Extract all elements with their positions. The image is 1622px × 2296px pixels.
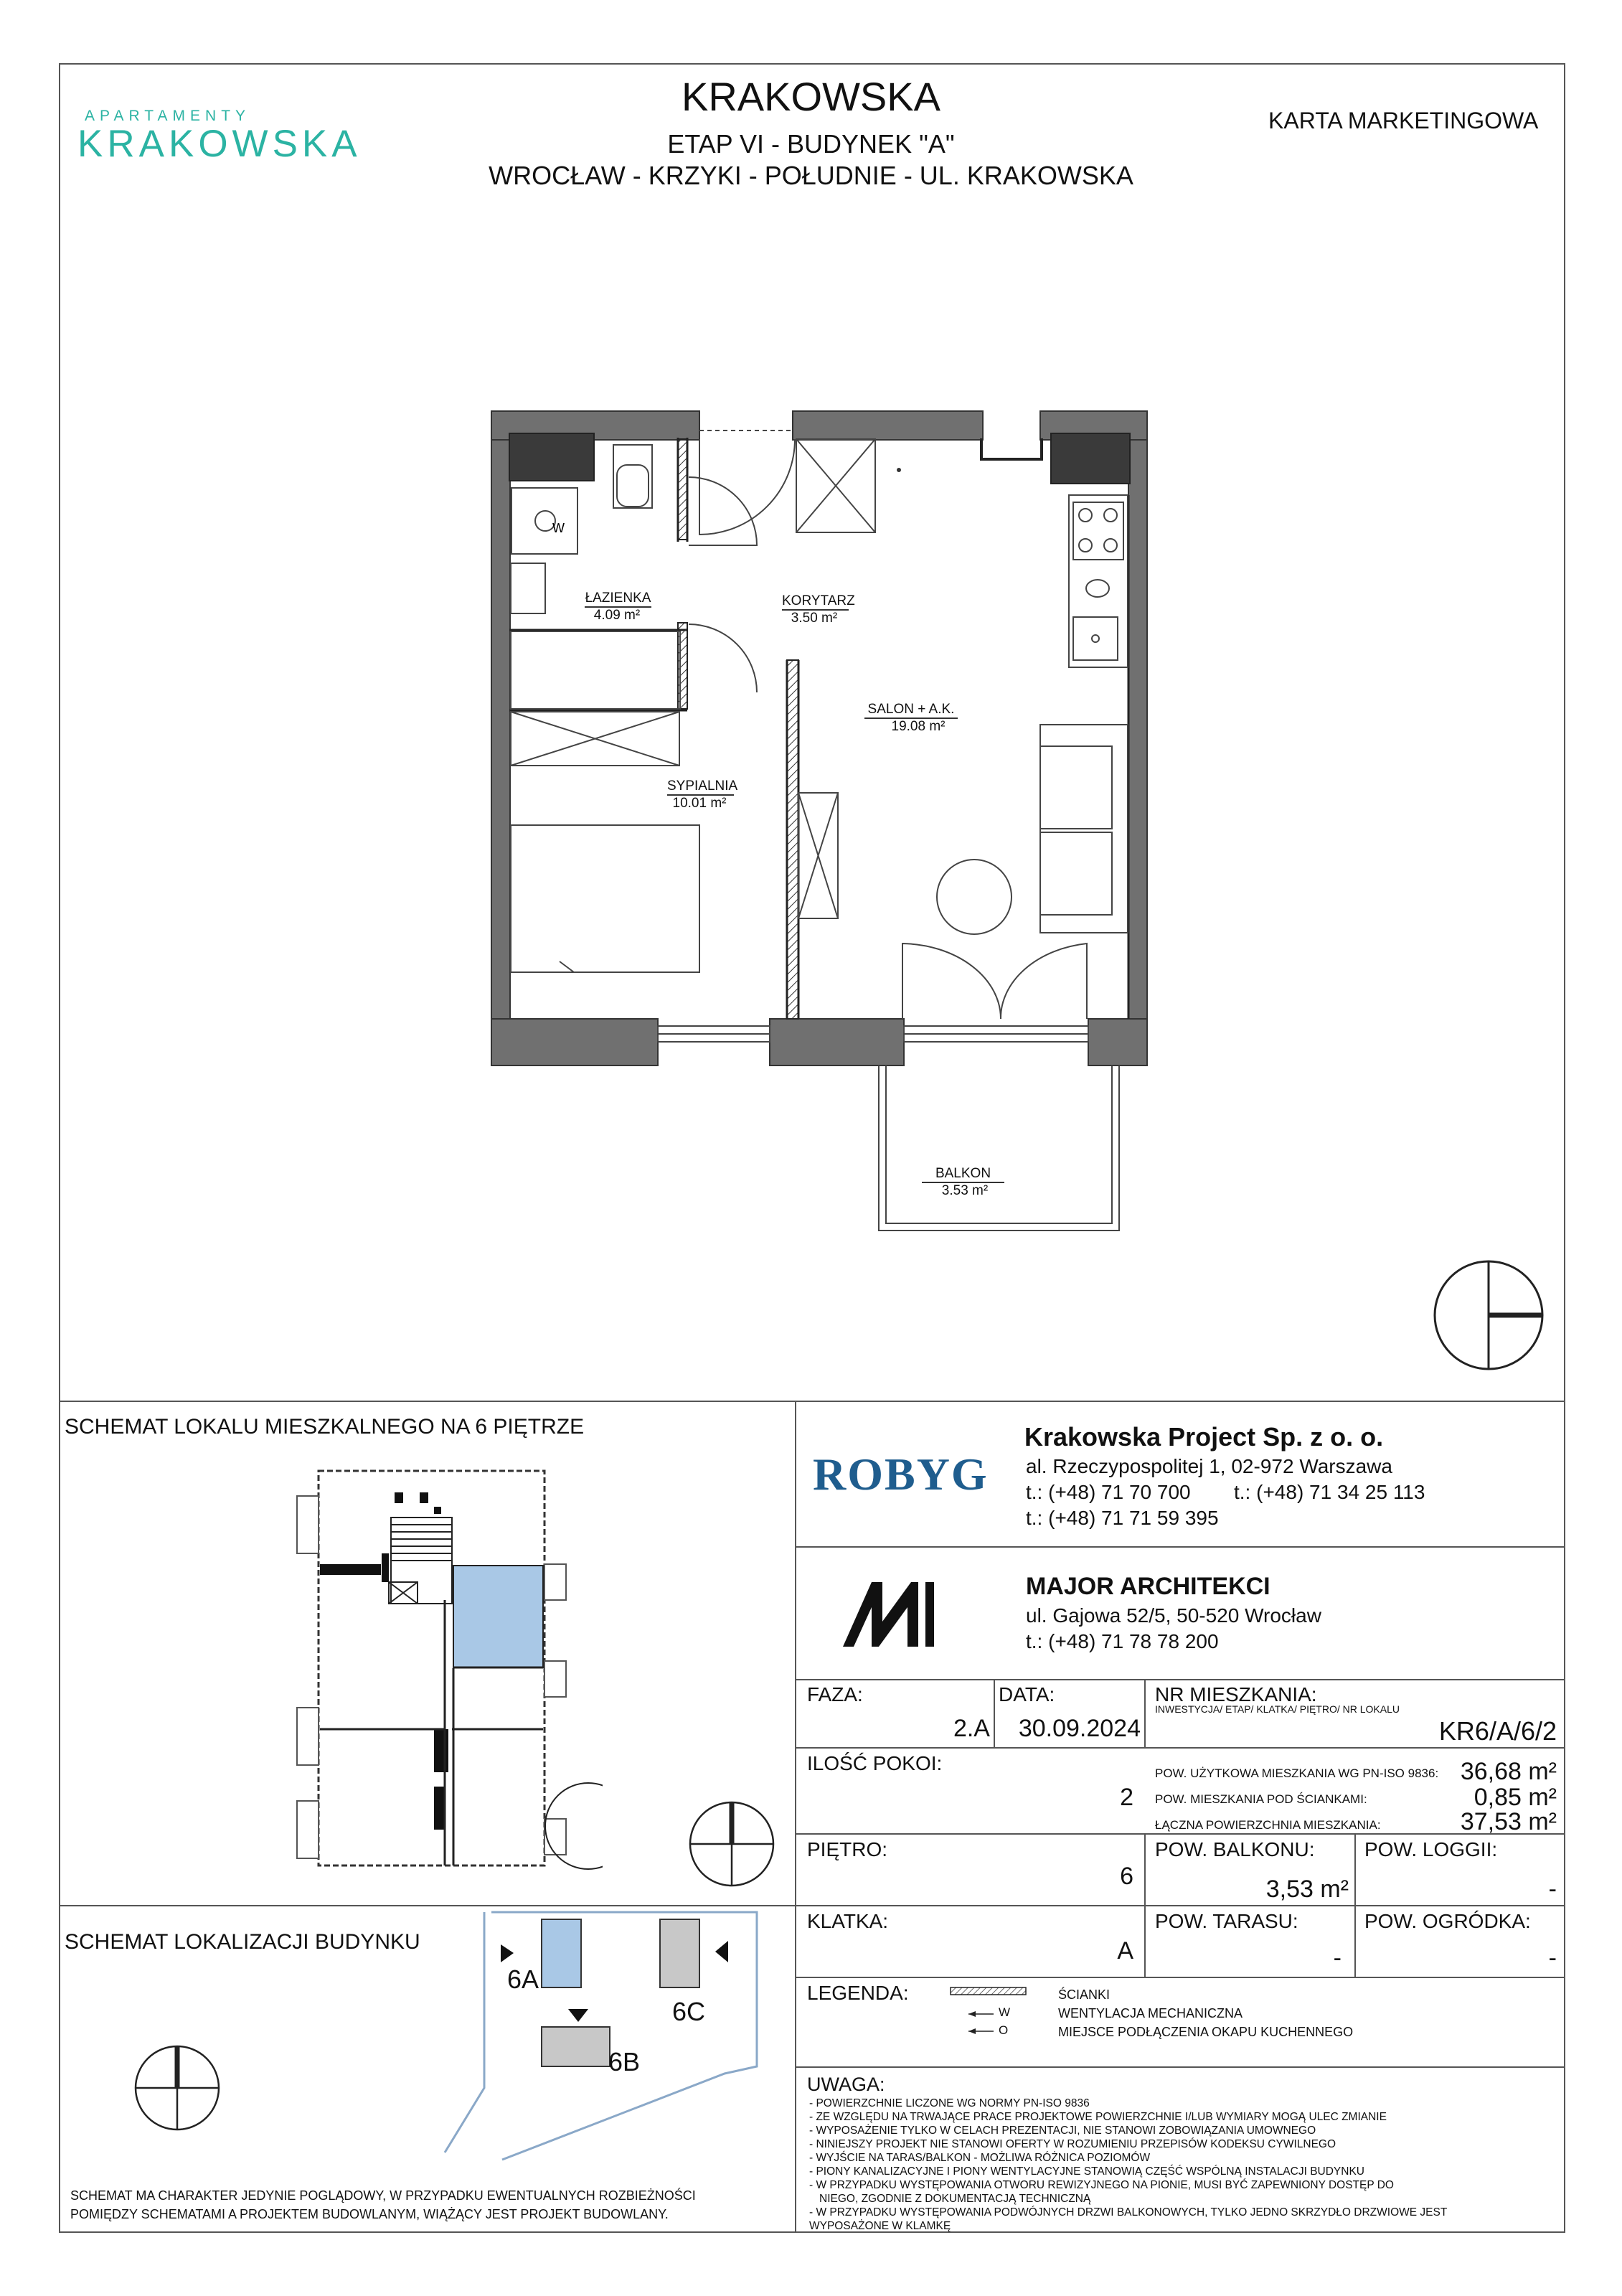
- page-subtitle-2: WROCŁAW - KRZYKI - POŁUDNIE - UL. KRAKOWSKA: [489, 161, 1133, 190]
- room-area-bedroom: 10.01 m²: [672, 796, 727, 811]
- room-name-bedroom: SYPIALNIA: [667, 778, 734, 796]
- loggia-label: POW. LOGGII:: [1364, 1838, 1498, 1860]
- washer: [511, 488, 577, 554]
- building-6b: [542, 2027, 610, 2066]
- divider-main: [59, 1401, 1565, 1402]
- nr-value: KR6/A/6/2: [1438, 1716, 1557, 1746]
- legend-item-ventilation: WENTYLACJA MECHANICZNA: [1058, 2006, 1243, 2020]
- bed: [511, 825, 699, 972]
- notes-title: UWAGA:: [807, 2074, 885, 2095]
- vent-shaft-2: [1051, 433, 1130, 484]
- vent-shaft-1: [509, 433, 594, 481]
- architect-logo: [839, 1578, 947, 1650]
- wall-outer-right: [1128, 411, 1147, 1065]
- legend-marker-w: W: [999, 2005, 1011, 2019]
- room-name-balcony: BALKON: [922, 1166, 1004, 1183]
- note-line: - ZE WZGLĘDU NA TRWAJĄCE PRACE PROJEKTOWE POWIERZCHNIE I/LUB WYMIARY MOGĄ ULEC ZMIANIE: [809, 2111, 1387, 2123]
- ogrodek-label: POW. OGRÓDKA:: [1364, 1910, 1531, 1932]
- architect-phone: t.: (+48) 71 78 78 200: [1026, 1630, 1219, 1652]
- area-usable-label: POW. UŻYTKOWA MIESZKANIA WG PN-ISO 9836:: [1155, 1766, 1439, 1780]
- legend-marker-o: O: [999, 2023, 1009, 2037]
- floor-scheme-title: SCHEMAT LOKALU MIESZKALNEGO NA 6 PIĘTRZE: [65, 1415, 585, 1439]
- note-line: - PIONY KANALIZACYJNE I PIONY WENTYLACYJNE STANOWIĄ CZĘŚĆ WSPÓLNĄ INSTALACJI BUDYNKU: [809, 2165, 1364, 2178]
- developer-address: al. Rzeczypospolitej 1, 02-972 Warszawa: [1026, 1455, 1392, 1477]
- area-total-value: 37,53 m²: [1460, 1808, 1557, 1835]
- scheme-highlight-unit: [453, 1566, 543, 1667]
- taras-label: POW. TARASU:: [1155, 1910, 1298, 1932]
- wall-bottom-3: [1088, 1019, 1147, 1065]
- room-name-corridor: KORYTARZ: [782, 593, 849, 611]
- page-subtitle-1: ETAP VI - BUDYNEK "A": [667, 129, 955, 159]
- balcony-door-left: [902, 944, 1001, 1019]
- compass-floor-scheme: [685, 1797, 778, 1891]
- pokoi-value: 2: [1120, 1784, 1133, 1811]
- note-line: - WYJŚCIE NA TARAS/BALKON - MOŻLIWA RÓŻNICA POZIOMÓW: [809, 2152, 1151, 2164]
- pietro-value: 6: [1120, 1863, 1133, 1890]
- developer-phone-1: t.: (+48) 71 70 700: [1026, 1481, 1191, 1503]
- wall-outer-left: [491, 411, 510, 1065]
- faza-label: FAZA:: [807, 1683, 863, 1705]
- room-name-living: SALON + A.K.: [864, 702, 958, 719]
- bathtub: [511, 631, 680, 709]
- disclaimer-line-1: SCHEMAT MA CHARAKTER JEDYNIE POGLĄDOWY, W PRZYPADKU EWENTUALNYCH ROZBIEŻNOŚCI: [70, 2188, 696, 2203]
- label-6a: 6A: [507, 1965, 539, 1994]
- entry-door: [699, 439, 795, 535]
- pietro-label: PIĘTRO:: [807, 1838, 888, 1860]
- compass-location: [131, 2041, 224, 2135]
- ogrodek-value: -: [1548, 1944, 1557, 1972]
- developer-phone-2: t.: (+48) 71 34 25 113: [1234, 1481, 1425, 1503]
- data-label: DATA:: [999, 1683, 1055, 1705]
- developer-phone-3: t.: (+48) 71 71 59 395: [1026, 1507, 1219, 1529]
- klatka-value: A: [1117, 1937, 1133, 1965]
- vent-marker: W: [552, 521, 565, 535]
- area-under-walls-label: POW. MIESZKANIA POD ŚCIANKAMI:: [1155, 1792, 1367, 1806]
- loggia-value: -: [1548, 1876, 1557, 1903]
- logo-top-text: APARTAMENTY: [85, 108, 251, 124]
- floor-scheme: [273, 1457, 603, 1887]
- room-area-balcony: 3.53 m²: [941, 1183, 989, 1198]
- data-value: 30.09.2024: [1018, 1715, 1141, 1742]
- wall-bottom-1: [491, 1019, 658, 1065]
- nr-label: NR MIESZKANIA:: [1155, 1683, 1317, 1705]
- page-title: KRAKOWSKA: [682, 74, 940, 119]
- divider-left-mid: [59, 1905, 795, 1906]
- wall-top-right-1: [793, 411, 983, 440]
- card-type: KARTA MARKETINGOWA: [1268, 108, 1539, 133]
- taras-value: -: [1333, 1944, 1342, 1972]
- room-area-bathroom: 4.09 m²: [593, 608, 641, 623]
- developer-name: Krakowska Project Sp. z o. o.: [1024, 1422, 1384, 1452]
- note-line: - NINIEJSZY PROJEKT NIE STANOWI OFERTY W ROZUMIENIU PRZEPISÓW KODEKSU CYWILNEGO: [809, 2138, 1336, 2150]
- divider-vertical: [795, 1401, 796, 2233]
- legend-item-hood: MIEJSCE PODŁĄCZENIA OKAPU KUCHENNEGO: [1058, 2025, 1354, 2039]
- area-total-label: ŁĄCZNA POWIERZCHNIA MIESZKANIA:: [1155, 1818, 1381, 1832]
- note-line: - W PRZYPADKU WYSTĘPOWANIA PODWÓJNYCH DRZWI BALKONOWYCH, TYLKO JEDNO SKRZYDŁO DRZWIOWE JEST: [809, 2206, 1448, 2219]
- building-6a: [542, 1919, 581, 1987]
- dining-table: [937, 860, 1012, 934]
- wall-bottom-2: [770, 1019, 904, 1065]
- label-6c: 6C: [672, 1997, 706, 2026]
- label-6b: 6B: [608, 2047, 641, 2076]
- faza-value: 2.A: [953, 1715, 990, 1742]
- interior-notch: [981, 438, 1042, 459]
- nr-sublabel: INWESTYCJA/ ETAP/ KLATKA/ PIĘTRO/ NR LOKALU: [1155, 1703, 1400, 1715]
- note-line: NIEGO, ZGODNIE Z DOKUMENTACJĄ TECHNICZNĄ: [819, 2193, 1091, 2205]
- logo-main-text: KRAKOWSKA: [77, 123, 362, 165]
- sink: [1073, 617, 1118, 660]
- room-area-living: 19.08 m²: [891, 719, 946, 734]
- note-line: - WYPOSAŻENIE TYLKO W CELACH PREZENTACJI, NIE STANOWI ZOBOWIĄZANIA UMOWNEGO: [809, 2125, 1316, 2137]
- disclaimer-line-2: POMIĘDZY SCHEMATAMI A PROJEKTEM BUDOWLANYM, WIĄŻĄCY JEST PROJEKT BUDOWLANY.: [70, 2207, 669, 2221]
- robyg-logo: ROBYG: [813, 1449, 989, 1500]
- balcony-door-right: [1001, 944, 1087, 1019]
- architect-address: ul. Gajowa 52/5, 50-520 Wrocław: [1026, 1604, 1321, 1627]
- note-line: WYPOSAŻONE W KLAMKĘ: [809, 2220, 951, 2232]
- balcony-outline: [879, 1065, 1119, 1231]
- architect-name: MAJOR ARCHITEKCI: [1026, 1573, 1270, 1600]
- legend-title: LEGENDA:: [807, 1982, 909, 2004]
- balkon-label: POW. BALKONU:: [1155, 1838, 1315, 1860]
- legend-item-walls: ŚCIANKI: [1058, 1987, 1111, 2002]
- pokoi-label: ILOŚĆ POKOI:: [807, 1752, 943, 1774]
- balkon-value: 3,53 m²: [1265, 1876, 1349, 1903]
- room-area-corridor: 3.50 m²: [791, 611, 838, 626]
- room-name-bathroom: ŁAZIENKA: [585, 591, 651, 608]
- note-line: - POWIERZCHNIE LICZONE WG NORMY PN-ISO 9836: [809, 2097, 1090, 2109]
- building-6c: [660, 1919, 699, 1987]
- area-under-walls-value: 0,85 m²: [1474, 1784, 1557, 1811]
- bedroom-door: [689, 624, 757, 692]
- klatka-label: KLATKA:: [807, 1910, 889, 1932]
- toilet: [613, 445, 652, 508]
- location-scheme-title: SCHEMAT LOKALIZACJI BUDYNKU: [65, 1930, 420, 1954]
- legend-symbols: [947, 1984, 1033, 2056]
- note-line: - W PRZYPADKU WYSTĘPOWANIA OTWORU REWIZYJNEGO NA PIONIE, MUSI BYĆ ZAPEWNIONY DOSTĘP DO: [809, 2179, 1394, 2191]
- compass-main: [1435, 1261, 1542, 1369]
- area-usable-value: 36,68 m²: [1460, 1758, 1557, 1785]
- location-scheme: [416, 1909, 775, 2167]
- washbasin: [511, 563, 545, 613]
